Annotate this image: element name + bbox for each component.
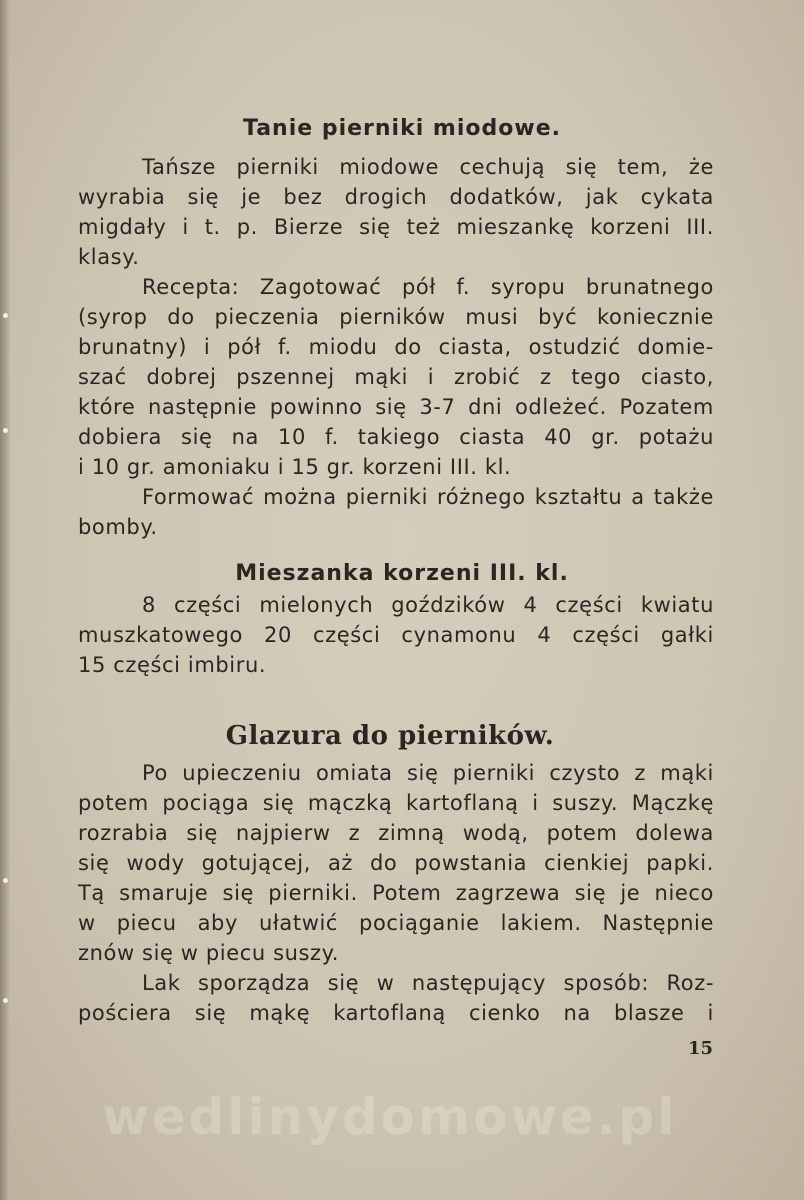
text-line: i 10 gr. amoniaku i 15 gr. korzeni III. kl. <box>78 455 512 479</box>
section-title-glazura: Glazura do pierników. <box>225 721 555 751</box>
page-binding-edge <box>0 0 10 1200</box>
binding-hole <box>3 998 8 1003</box>
binding-hole <box>3 428 8 433</box>
text-line: muszkatowego 20 części cynamonu 4 części gałki <box>78 623 714 647</box>
text-line: Recepta: Zagotować pół f. syropu brunatnego <box>142 275 714 299</box>
section-body-tanie-pierniki <box>78 152 714 542</box>
text-line: znów się w piecu suszy. <box>78 941 339 965</box>
text-line: pościera się mąkę kartoflaną cienko na blasze i <box>78 1001 714 1025</box>
text-line: klasy. <box>78 245 140 269</box>
binding-hole <box>3 878 8 883</box>
text-line: 8 części mielonych goździków 4 części kwiatu <box>142 593 714 617</box>
page-number: 15 <box>688 1038 714 1059</box>
text-line: migdały i t. p. Bierze się też mieszankę korzeni III. <box>78 215 714 239</box>
text-line: Tańsze pierniki miodowe cechują się tem, że <box>142 155 714 179</box>
watermark: wedlinydomowe.pl <box>102 1088 678 1146</box>
text-line: Lak sporządza się w następujący sposób: Roz- <box>142 971 714 995</box>
text-line: Formować można pierniki różnego kształtu a także <box>142 485 714 509</box>
text-line: potem pociąga się mączką kartoflaną i suszy. Mączkę <box>78 791 714 815</box>
text-line: bomby. <box>78 515 158 539</box>
text-line: dobiera się na 10 f. takiego ciasta 40 gr. potażu <box>78 425 714 449</box>
section-title-mieszanka: Mieszanka korzeni III. kl. <box>235 561 569 586</box>
text-line: brunatny) i pół f. miodu do ciasta, ostudzić domie- <box>78 335 714 359</box>
text-line: Tą smaruje się pierniki. Potem zagrzewa się je nieco <box>78 881 714 905</box>
text-line: Po upieczeniu omiata się pierniki czysto z mąki <box>142 761 714 785</box>
text-line: w piecu aby ułatwić pociąganie lakiem. Następnie <box>78 911 714 935</box>
text-line: szać dobrej pszennej mąki i zrobić z tego ciasto, <box>78 365 714 389</box>
text-line: (syrop do pieczenia pierników musi być koniecznie <box>78 305 714 329</box>
text-line: które następnie powinno się 3-7 dni odleżeć. Pozatem <box>78 395 714 419</box>
text-line: rozrabia się najpierw z zimną wodą, potem dolewa <box>78 821 714 845</box>
section-body-glazura <box>78 758 714 1028</box>
binding-hole <box>3 313 8 318</box>
section-body-mieszanka <box>78 590 714 680</box>
text-line: się wody gotującej, aż do powstania cienkiej papki. <box>78 851 714 875</box>
section-title-tanie-pierniki: Tanie pierniki miodowe. <box>243 116 561 141</box>
text-line: 15 części imbiru. <box>78 653 267 677</box>
text-line: wyrabia się je bez drogich dodatków, jak cykata <box>78 185 714 209</box>
